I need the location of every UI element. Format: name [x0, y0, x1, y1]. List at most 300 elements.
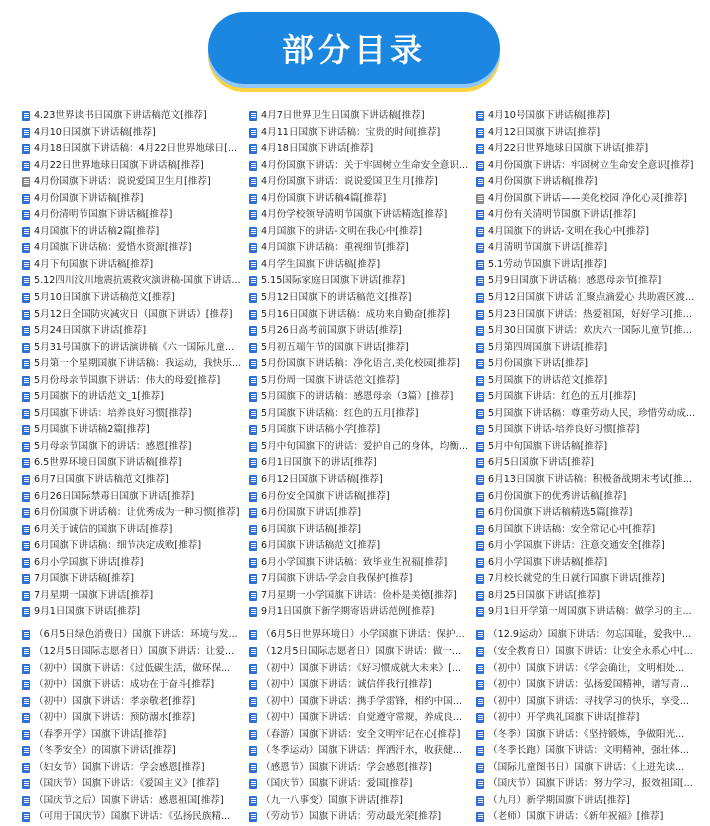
list-item[interactable]	[22, 257, 254, 273]
word-icon	[476, 425, 484, 435]
list-item[interactable]	[249, 356, 481, 372]
word-icon	[22, 210, 30, 220]
catalog-title-banner	[208, 12, 500, 84]
list-item[interactable]	[476, 290, 708, 306]
list-item[interactable]	[476, 793, 708, 809]
list-item[interactable]	[476, 677, 708, 693]
list-item-label: （初中）国旗下讲话：《好习惯成就大未来》[...	[261, 662, 461, 674]
list-item[interactable]	[22, 627, 254, 643]
list-item[interactable]	[476, 472, 708, 488]
list-item[interactable]	[249, 505, 481, 521]
list-item[interactable]	[22, 793, 254, 809]
word-icon	[476, 541, 484, 551]
list-item[interactable]	[22, 710, 254, 726]
word-icon	[22, 492, 30, 502]
list-item[interactable]	[249, 389, 481, 405]
list-item-label: （初中）国旗下讲话：预防溺水[推荐]	[34, 712, 195, 724]
word-icon	[476, 492, 484, 502]
list-item[interactable]	[22, 389, 254, 405]
list-item-label: （初中）国旗下讲话：寻找学习的快乐，享受...	[488, 695, 690, 707]
list-item-label: 4月份国旗下讲话：说说爱国卫生月[推荐]	[261, 176, 438, 188]
word-icon	[249, 128, 257, 138]
list-item-label: 6月小学国旗下讲话稿[推荐]	[488, 556, 608, 568]
list-item[interactable]	[249, 174, 481, 190]
word-icon	[249, 177, 257, 187]
list-item[interactable]	[476, 207, 708, 223]
word-icon	[249, 442, 257, 452]
list-item[interactable]	[249, 191, 481, 207]
list-item[interactable]	[476, 323, 708, 339]
word-icon	[476, 558, 484, 568]
list-item[interactable]	[22, 323, 254, 339]
word-icon	[249, 574, 257, 584]
list-item[interactable]	[476, 644, 708, 660]
list-item-label: 5月国旗下讲话：培养良好习惯[推荐]	[34, 407, 192, 419]
list-item[interactable]	[249, 472, 481, 488]
word-icon	[22, 243, 30, 253]
list-item-label: 4月份国旗下讲话——美化校园 净化心灵[推荐]	[488, 192, 687, 204]
list-item-label: 4.23世界读书日国旗下讲话稿范文[推荐]	[34, 110, 207, 121]
list-item[interactable]	[249, 273, 481, 289]
word-icon	[22, 630, 30, 640]
list-item-label: （初中）国旗下讲话：《过低碳生活，做环保...	[34, 662, 231, 674]
list-item-label: 5月份母亲节国旗下讲话：伟大的母爱[推荐]	[34, 374, 221, 386]
list-item-label: 4月7日世界卫生日国旗下讲话稿[推荐]	[261, 110, 425, 121]
word-icon	[476, 591, 484, 601]
list-item[interactable]	[476, 538, 708, 554]
list-item[interactable]	[22, 174, 254, 190]
list-item[interactable]	[22, 472, 254, 488]
list-item[interactable]	[249, 727, 481, 743]
word-icon	[249, 409, 257, 419]
word-icon	[249, 111, 257, 121]
word-icon	[22, 392, 30, 402]
list-item[interactable]	[476, 505, 708, 521]
list-item[interactable]	[249, 809, 481, 825]
list-item[interactable]	[476, 191, 708, 207]
word-icon	[476, 697, 484, 707]
word-icon	[476, 458, 484, 468]
word-icon	[249, 664, 257, 674]
list-item[interactable]	[476, 224, 708, 240]
list-item-label: （12.9运动）国旗下讲话：勿忘国耻，爱我中...	[488, 629, 692, 641]
word-icon	[22, 541, 30, 551]
list-item-label: （初中）国旗下讲话：《学会确让，文明相处...	[488, 662, 685, 674]
list-item[interactable]	[249, 158, 481, 174]
list-item[interactable]	[22, 489, 254, 505]
list-item-label: 5月国旗下讲话-培养良好习惯[推荐]	[488, 424, 640, 436]
list-item-label: 5.15国际家庭日国旗下讲话[推荐]	[261, 275, 405, 287]
list-item[interactable]	[476, 356, 708, 372]
list-item[interactable]	[476, 439, 708, 455]
list-item[interactable]	[476, 604, 708, 620]
list-item-label: 4月份学校领导清明节国旗下讲话精选[推荐]	[261, 209, 448, 221]
list-item[interactable]	[249, 522, 481, 538]
list-item[interactable]	[476, 273, 708, 289]
list-item[interactable]	[476, 389, 708, 405]
list-item-label: 5月中旬国旗下讲话稿[推荐]	[488, 440, 608, 452]
list-item[interactable]	[249, 307, 481, 323]
list-item-label: （初中）国旗下讲话：诚信伴我行[推荐]	[261, 679, 432, 691]
word-icon	[22, 293, 30, 303]
list-item[interactable]	[22, 522, 254, 538]
list-item[interactable]	[476, 522, 708, 538]
word-icon	[22, 746, 30, 756]
word-icon	[249, 591, 257, 601]
list-item-label: （劳动节）国旗下讲话：劳动最光荣[推荐]	[261, 811, 442, 823]
list-item-label: 5月份国旗下讲话[推荐]	[488, 358, 588, 370]
list-item[interactable]	[22, 588, 254, 604]
list-item-label: （感恩节）国旗下讲话：学会感恩[推荐]	[261, 761, 432, 773]
list-item[interactable]	[22, 307, 254, 323]
list-item-label: 4月下旬国旗下讲话稿[推荐]	[34, 258, 154, 270]
word-icon	[22, 779, 30, 789]
list-item[interactable]	[22, 108, 254, 124]
list-item[interactable]	[22, 290, 254, 306]
list-item[interactable]	[22, 694, 254, 710]
list-item[interactable]	[22, 505, 254, 521]
list-item[interactable]	[476, 760, 708, 776]
list-item-label: （老师）国旗下讲话：《新年祝福》[推荐]	[488, 811, 664, 823]
list-item[interactable]	[22, 141, 254, 157]
word-icon	[22, 558, 30, 568]
word-icon	[476, 746, 484, 756]
word-icon	[249, 812, 257, 822]
list-item-label: 5月国旗下讲话稿：红色的五月[推荐]	[261, 407, 419, 419]
list-item-label: 5月12日国旗下讲话 汇聚点滴爱心 共助震区渡...	[488, 292, 695, 304]
word-icon	[22, 591, 30, 601]
list-item[interactable]	[476, 257, 708, 273]
list-item[interactable]	[22, 240, 254, 256]
list-item[interactable]	[249, 323, 481, 339]
list-item[interactable]	[476, 422, 708, 438]
list-item[interactable]	[249, 125, 481, 141]
list-item[interactable]	[22, 158, 254, 174]
list-item-label: （初中）国旗下讲话：孝亲敬老[推荐]	[34, 695, 195, 707]
list-item-label: 6月份安全国旗下讲话稿[推荐]	[261, 490, 390, 502]
word-icon	[476, 680, 484, 690]
list-item[interactable]	[249, 373, 481, 389]
word-icon	[22, 425, 30, 435]
list-item[interactable]	[22, 207, 254, 223]
list-item-label: 4月份国旗下讲话：牢固树立生命安全意识[推荐]	[488, 159, 694, 171]
list-item-label: 9月1日国旗下讲话[推荐]	[34, 606, 141, 618]
list-item[interactable]	[249, 257, 481, 273]
word-icon	[249, 260, 257, 270]
word-icon	[476, 161, 484, 171]
list-item-label: 5月24日国旗下讲话[推荐]	[34, 325, 147, 337]
word-icon	[249, 680, 257, 690]
list-item-label: 5月国旗下的讲话范文_1[推荐]	[34, 391, 165, 403]
word-icon	[476, 359, 484, 369]
list-item[interactable]	[476, 125, 708, 141]
list-item-label: 5月国旗下讲话稿小学[推荐]	[261, 424, 381, 436]
list-item[interactable]	[22, 743, 254, 759]
list-item[interactable]	[22, 809, 254, 825]
list-item-label: 4月18日国旗下讲话[推荐]	[261, 143, 374, 155]
list-item[interactable]	[22, 373, 254, 389]
list-item-label: （国庆节）国旗下讲话：努力学习，报效祖国[...	[488, 778, 693, 790]
list-item-label: 6月5日国旗下讲话[推荐]	[488, 457, 595, 469]
word-icon	[249, 392, 257, 402]
list-item-label: 5.1劳动节国旗下讲话[推荐]	[488, 258, 607, 270]
word-icon	[249, 243, 257, 253]
word-icon	[22, 574, 30, 584]
catalog-column-3	[476, 108, 708, 826]
list-item-label: （国庆节）国旗下讲话：《爱国主义》[推荐]	[34, 778, 219, 790]
word-icon	[22, 664, 30, 674]
list-item[interactable]	[249, 555, 481, 571]
list-item[interactable]	[476, 489, 708, 505]
list-item[interactable]	[476, 727, 708, 743]
list-item[interactable]	[476, 340, 708, 356]
list-item-label: 5月16日国旗下讲话稿：成功来自勤奋[推荐]	[261, 308, 450, 320]
list-item[interactable]	[22, 224, 254, 240]
list-item-label: 6月国旗下讲话稿：细节决定成败[推荐]	[34, 540, 202, 552]
list-item[interactable]	[249, 644, 481, 660]
list-item[interactable]	[249, 538, 481, 554]
list-item-label: （妇女节）国旗下讲话：学会感恩[推荐]	[34, 761, 205, 773]
list-item[interactable]	[476, 710, 708, 726]
list-item[interactable]	[249, 710, 481, 726]
list-item[interactable]	[22, 406, 254, 422]
list-item-label: 5.12四川汶川地震抗震救灾演讲稿-国旗下讲话...	[34, 275, 241, 287]
word-icon	[249, 713, 257, 723]
word-icon	[22, 161, 30, 171]
word-icon	[476, 796, 484, 806]
list-item[interactable]	[249, 760, 481, 776]
list-item[interactable]	[476, 240, 708, 256]
list-item-label: 5月26日高考前国旗下讲话[推荐]	[261, 325, 402, 337]
list-item[interactable]	[476, 661, 708, 677]
list-item-label: 6月7日国旗下讲话稿范文[推荐]	[34, 474, 169, 486]
list-item[interactable]	[476, 141, 708, 157]
list-item-label: （6月5日绿色消费日）国旗下讲话：环境与发...	[34, 629, 238, 641]
word-icon	[22, 508, 30, 518]
list-item[interactable]	[249, 455, 481, 471]
word-icon	[249, 326, 257, 336]
list-item[interactable]	[249, 290, 481, 306]
list-item[interactable]	[22, 776, 254, 792]
word-icon	[249, 227, 257, 237]
list-item-label: 6月份国旗下讲话稿：让优秀成为一种习惯[推荐]	[34, 507, 240, 519]
list-item[interactable]	[22, 555, 254, 571]
list-item-label: 6月份国旗下讲话稿精选5篇[推荐]	[488, 507, 633, 519]
list-item[interactable]	[476, 307, 708, 323]
list-item-label: 9月1日国旗下新学期寄语讲话范例[推荐]	[261, 606, 435, 618]
list-item-label: 5月国旗下讲话稿：尊重劳动人民，珍惜劳动成...	[488, 407, 696, 419]
list-item[interactable]	[476, 373, 708, 389]
list-item-label: （国庆节之后）国旗下讲话：感恩祖国[推荐]	[34, 794, 224, 806]
word-icon	[22, 376, 30, 386]
list-item[interactable]	[249, 207, 481, 223]
list-item[interactable]	[22, 661, 254, 677]
word-icon	[476, 475, 484, 485]
word-icon	[22, 194, 30, 204]
list-item[interactable]	[22, 644, 254, 660]
word-icon	[249, 144, 257, 154]
list-item[interactable]	[249, 776, 481, 792]
word-icon	[249, 558, 257, 568]
list-item[interactable]	[476, 174, 708, 190]
list-item-label: 8月25日国旗下讲话[推荐]	[488, 589, 601, 601]
list-item[interactable]	[476, 455, 708, 471]
word-icon	[22, 812, 30, 822]
list-item-label: （冬季长跑）国旗下讲话：文明精神，强壮体...	[488, 745, 690, 757]
list-item[interactable]	[22, 191, 254, 207]
word-icon	[22, 763, 30, 773]
list-item[interactable]	[22, 760, 254, 776]
word-icon	[249, 293, 257, 303]
list-item-label: 5月23日国旗下讲话：热爱祖国，好好学习[推...	[488, 308, 692, 320]
list-item[interactable]	[249, 793, 481, 809]
list-item-label: 6月份国旗下讲话[推荐]	[261, 507, 361, 519]
list-item[interactable]	[22, 125, 254, 141]
list-item-label: 4月国旗下讲话稿：爱惜水资源[推荐]	[34, 242, 192, 254]
list-item[interactable]	[476, 588, 708, 604]
list-item-label: （春季开学）国旗下讲话[推荐]	[34, 728, 167, 740]
list-item[interactable]	[249, 677, 481, 693]
word-icon	[249, 607, 257, 617]
list-item-label: （春游）国旗下讲话：安全文明牢记在心[推荐]	[261, 728, 461, 740]
list-item-label: 4月份国旗下讲话稿[推荐]	[488, 176, 598, 188]
list-item-label: （6月5日世界环境日）小学国旗下讲话：保护...	[261, 629, 465, 641]
list-item-label: （12月5日国际志愿者日）国旗下讲话：让爱...	[34, 645, 235, 657]
list-item-label: 5月份周一国旗下讲话范文[推荐]	[261, 374, 400, 386]
list-item-label: 4月12日国旗下讲话[推荐]	[488, 126, 601, 138]
word-icon	[22, 442, 30, 452]
list-item[interactable]	[249, 694, 481, 710]
word-icon	[249, 161, 257, 171]
list-item[interactable]	[22, 677, 254, 693]
list-item-label: 4月份国旗下讲话：说说爱国卫生月[推荐]	[34, 176, 211, 188]
list-item[interactable]	[22, 356, 254, 372]
list-item[interactable]	[22, 538, 254, 554]
list-item-label: 4月国旗下的讲话-文明在我心中[推荐]	[488, 225, 649, 237]
word-icon	[22, 713, 30, 723]
word-icon	[476, 442, 484, 452]
word-icon	[22, 607, 30, 617]
list-item[interactable]	[249, 422, 481, 438]
word-icon	[22, 409, 30, 419]
list-item[interactable]	[476, 158, 708, 174]
list-item[interactable]	[249, 627, 481, 643]
list-item-label: （国庆节）国旗下讲话：爱国[推荐]	[261, 778, 413, 790]
list-item-label: 7月星期一国旗下讲话[推荐]	[34, 589, 154, 601]
list-item-label: 6月国旗下讲话稿范文[推荐]	[261, 540, 381, 552]
word-icon	[476, 607, 484, 617]
list-item[interactable]	[249, 240, 481, 256]
word-icon	[249, 492, 257, 502]
word-icon	[22, 144, 30, 154]
list-item-label: 5月9日国旗下讲话稿：感恩母亲节[推荐]	[488, 275, 662, 287]
list-item-label: 5月10日国旗下讲话稿范文[推荐]	[34, 292, 175, 304]
list-item-label: （初中）国旗下讲话：自觉遵守常规，养成良...	[261, 712, 463, 724]
list-item-label: 7月国旗下讲话-学会自我保护[推荐]	[261, 573, 413, 585]
list-item[interactable]	[476, 108, 708, 124]
list-item-label: 5月初五端午节的国旗下讲话[推荐]	[261, 341, 409, 353]
list-item-label: 5月国旗下讲话稿2篇[推荐]	[34, 424, 150, 436]
list-item-label: （初中）国旗下讲话：携手学雷锋，相约中国...	[261, 695, 463, 707]
word-icon	[476, 111, 484, 121]
list-item-label: （九月）新学期国旗下讲话[推荐]	[488, 794, 630, 806]
list-item[interactable]	[22, 455, 254, 471]
word-icon	[476, 326, 484, 336]
list-item[interactable]	[249, 571, 481, 587]
list-item[interactable]	[249, 489, 481, 505]
list-item-label: 4月份国旗下讲话稿[推荐]	[34, 192, 144, 204]
list-item[interactable]	[22, 439, 254, 455]
word-icon	[249, 376, 257, 386]
list-item[interactable]	[249, 588, 481, 604]
list-item-label: 6月1日国旗下的讲话[推荐]	[261, 457, 377, 469]
list-item[interactable]	[249, 743, 481, 759]
word-icon	[476, 730, 484, 740]
doc-icon	[476, 194, 484, 204]
list-item-label: 4月22日世界地球日国旗下讲话稿[推荐]	[34, 159, 204, 171]
list-item-label: （安全教育日）国旗下讲话：让安全永系心中[...	[488, 645, 693, 657]
list-item[interactable]	[22, 604, 254, 620]
list-item-label: 4月份有关清明节国旗下讲话[推荐]	[488, 209, 636, 221]
list-item[interactable]	[476, 743, 708, 759]
list-item[interactable]	[22, 571, 254, 587]
list-item-label: 5月母亲节国旗下的讲话：感恩[推荐]	[34, 440, 192, 452]
word-icon	[476, 343, 484, 353]
list-item-label: 6月国旗下讲话稿[推荐]	[261, 523, 361, 535]
list-item[interactable]	[22, 340, 254, 356]
list-item[interactable]	[249, 224, 481, 240]
list-item-label: 5月国旗下的讲话稿：感恩母亲（3篇）[推荐]	[261, 391, 454, 403]
list-item-label: （初中）国旗下讲话：弘扬爱国精神，谱写青...	[488, 679, 690, 691]
list-item[interactable]	[22, 273, 254, 289]
list-item[interactable]	[22, 727, 254, 743]
word-icon	[476, 525, 484, 535]
list-item[interactable]	[249, 406, 481, 422]
list-item[interactable]	[476, 809, 708, 825]
word-icon	[476, 508, 484, 518]
list-item-label: 4月10日国旗下讲话稿[推荐]	[34, 126, 156, 138]
list-item[interactable]	[249, 141, 481, 157]
list-item-label: 4月国旗下的讲话-文明在我心中[推荐]	[261, 225, 422, 237]
word-icon	[22, 111, 30, 121]
list-item[interactable]	[249, 604, 481, 620]
list-item[interactable]	[476, 694, 708, 710]
list-item[interactable]	[249, 108, 481, 124]
list-item[interactable]	[476, 555, 708, 571]
list-item[interactable]	[476, 776, 708, 792]
word-icon	[249, 630, 257, 640]
doc-icon	[22, 177, 30, 187]
list-item[interactable]	[476, 571, 708, 587]
list-item[interactable]	[249, 340, 481, 356]
word-icon	[22, 680, 30, 690]
list-item-label: 5月国旗下的讲话范文[推荐]	[488, 374, 608, 386]
list-item-label: 4月份清明节国旗下讲话稿[推荐]	[34, 209, 173, 221]
list-item[interactable]	[22, 422, 254, 438]
word-icon	[476, 779, 484, 789]
list-item[interactable]	[249, 439, 481, 455]
list-item[interactable]	[476, 627, 708, 643]
list-item-label: 4月18日国旗下讲话稿：4月22日世界地球日[...	[34, 143, 238, 155]
list-item[interactable]	[249, 661, 481, 677]
word-icon	[22, 730, 30, 740]
word-icon	[249, 359, 257, 369]
list-item-label: （冬季运动）国旗下讲话：挥洒汗水，收获健...	[261, 745, 463, 757]
list-item-label: 4月学生国旗下讲话稿[推荐]	[261, 258, 381, 270]
word-icon	[22, 227, 30, 237]
list-item-label: 9月1日开学第一周国旗下讲话稿：做学习的主...	[488, 606, 692, 618]
list-item[interactable]	[476, 406, 708, 422]
